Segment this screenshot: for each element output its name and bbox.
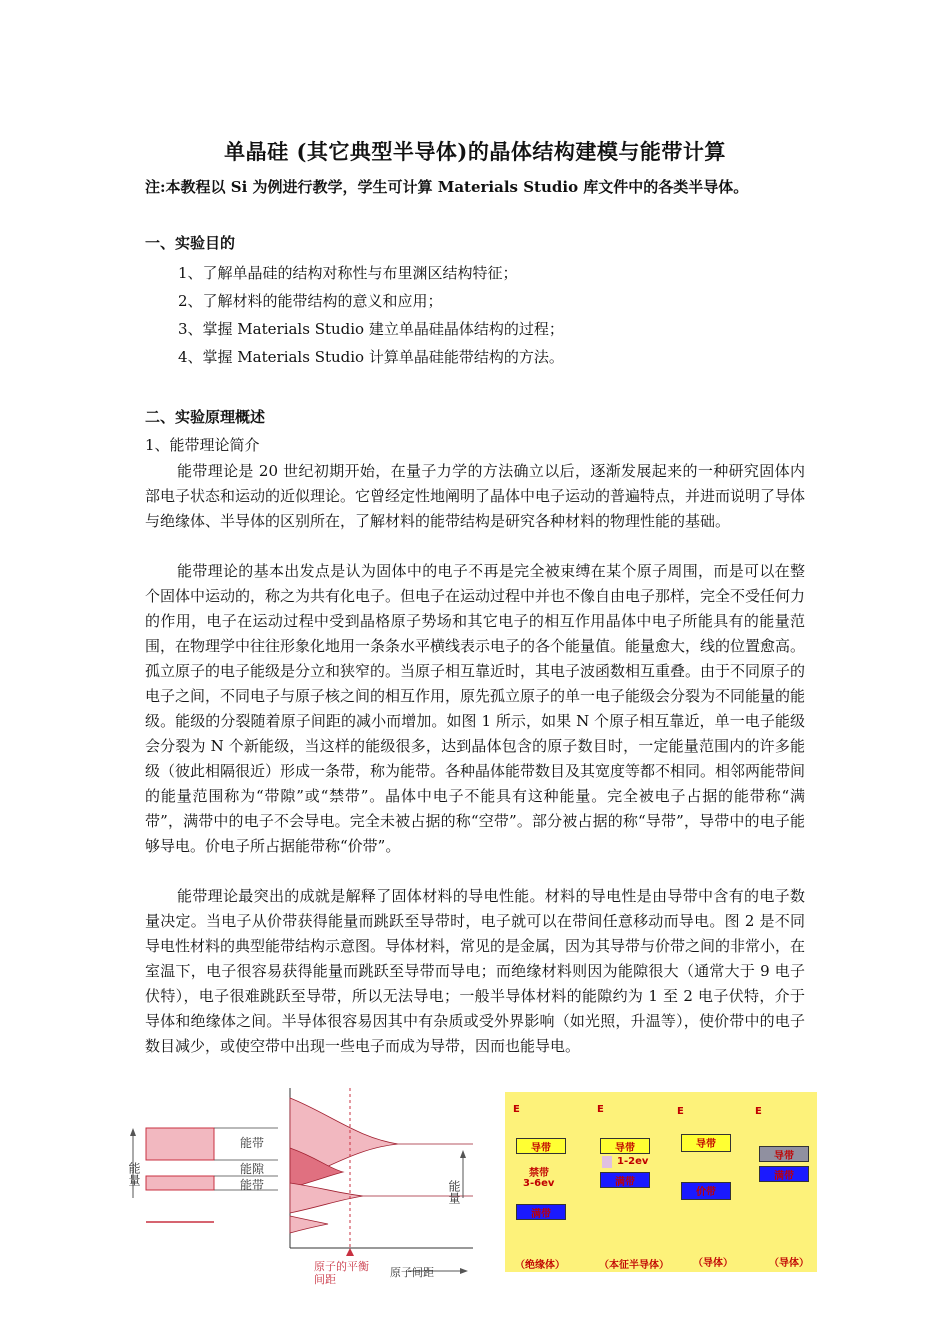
figure-band-structures — [505, 1092, 817, 1272]
e-label: E — [597, 1104, 604, 1115]
e-label: E — [677, 1106, 684, 1117]
band-bottom: 价带 — [681, 1182, 731, 1200]
e-label: E — [513, 1104, 520, 1115]
band2-label: 能带 — [240, 1178, 265, 1192]
gap-label: 能隙 — [240, 1162, 265, 1176]
list-item: 1、了解单晶硅的结构对称性与布里渊区结构特征； — [178, 264, 518, 282]
band-top: 导带 — [600, 1138, 650, 1154]
panel-caption: （导体） — [769, 1258, 809, 1269]
paragraph: 能带理论是 20 世纪初期开始，在量子力学的方法确立以后，逐渐发展起来的一种研究固体内部电子状态和运动的近似理论。它曾经定性地阐明了晶体中电子运动的普遍特点，并进而说明了导体与绝缘体、半导体的区别所在，了解材料的能带结构是研究各种材料的物理性能的基础。 — [145, 462, 806, 530]
panel-caption: （导体） — [693, 1258, 733, 1269]
e-label: E — [755, 1106, 762, 1117]
band-bottom: 满带 — [516, 1204, 566, 1220]
list-item: 4、掌握 Materials Studio 计算单晶硅能带结构的方法。 — [178, 348, 564, 366]
gap-value: 1-2ev — [617, 1156, 649, 1167]
paragraph: 能带理论的基本出发点是认为固体中的电子不再是完全被束缚在某个原子周围，而是可以在整个固体中运动的，称之为共有化电子。但电子在运动过程中并也不像自由电子那样，完全不受任何力的作用，电子在运动过程中受到晶格原子势场和其它电子的相互作用晶体中电子所能具有的能量范围，在物理学中往往形象化地用一条条水平横线表示电子的各个能量值。能量愈大，线的位置愈高。孤立原子的电子能级是分立和狭窄的。当原子相互靠近时，其电子波函数相互重叠。由于不同原子的电子之间，不同电子与原子核之间的相互作用，原先孤立原子的单一电子能级会分裂为不同能量的能级。能级的分裂随着原子间距的减小而增加。如图 1 所示，如果 N 个原子相互靠近，单一电子能级会分裂为 N 个新能级，当这样的能级很多，达到晶体包含的原子数目时，一定能量范围内的许多能级（彼此相隔很近）形成一条带，称为能带。各种晶体能带数目及其宽度等都不相同。相邻两能带间的能量范围称为“带隙”或“禁带”。晶体中电子不能具有这种能量。完全被电子占据的能带称“满带”，满带中的电子不会导电。完全未被占据的称“空带”。部分被占据的称“导带”，导带中的电子能够导电。价电子所占据能带称“价带”。 — [145, 562, 806, 855]
note: 注:本教程以 Si 为例进行教学，学生可计算 Materials Studio 库文件中的各类半导体。 — [145, 178, 749, 196]
x-axis-label: 原子间距 — [390, 1266, 434, 1279]
section2-subheading: 1、能带理论简介 — [145, 436, 260, 454]
band-bottom: 满带 — [759, 1166, 809, 1182]
band-top: 导带 — [759, 1146, 809, 1162]
section1-heading: 一、实验目的 — [145, 234, 236, 252]
band-bottom: 满带 — [600, 1172, 650, 1188]
figure-energy-level-splitting — [128, 1088, 480, 1300]
gap-marker — [602, 1156, 612, 1168]
list-item: 2、了解材料的能带结构的意义和应用； — [178, 292, 443, 310]
band-label: 能带 — [240, 1136, 265, 1150]
band-top: 导带 — [516, 1138, 566, 1154]
y-axis-label: 能量 — [127, 1162, 141, 1186]
y-axis-label-right: 能量 — [447, 1180, 461, 1204]
page-title: 单晶硅 (其它典型半导体)的晶体结构建模与能带计算 — [224, 139, 726, 164]
equilibrium-label: 原子的平衡间距 — [314, 1260, 369, 1286]
gap-label: 禁带 — [529, 1168, 549, 1179]
gap-value: 3-6ev — [523, 1178, 555, 1189]
section2-heading: 二、实验原理概述 — [145, 408, 266, 426]
panel-caption: （绝缘体） — [515, 1260, 565, 1271]
band-top: 导带 — [681, 1134, 731, 1152]
list-item: 3、掌握 Materials Studio 建立单晶硅晶体结构的过程； — [178, 320, 564, 338]
panel-caption: （本征半导体） — [599, 1260, 669, 1271]
paragraph: 能带理论最突出的成就是解释了固体材料的导电性能。材料的导电性是由导带中含有的电子数量决定。当电子从价带获得能量而跳跃至导带时，电子就可以在带间任意移动而导电。图 2 是不同导电性材料的典型能带结构示意图。导体材料，常见的是金属，因为其导带与价带之间的非常小，在室温下，电子很容易获得能量而跳跃至导带而导电；而绝缘材料则因为能隙很大（通常大于 9 电子伏特），电子很难跳跃至导带，所以无法导电；一般半导体材料的能隙约为 1 至 2 电子伏特，介于导体和绝缘体之间。半导体很容易因其中有杂质或受外界影响（如光照，升温等），使价带中的电子数目减少，或使空带中出现一些电子而成为导带，因而也能导电。 — [145, 887, 806, 1055]
